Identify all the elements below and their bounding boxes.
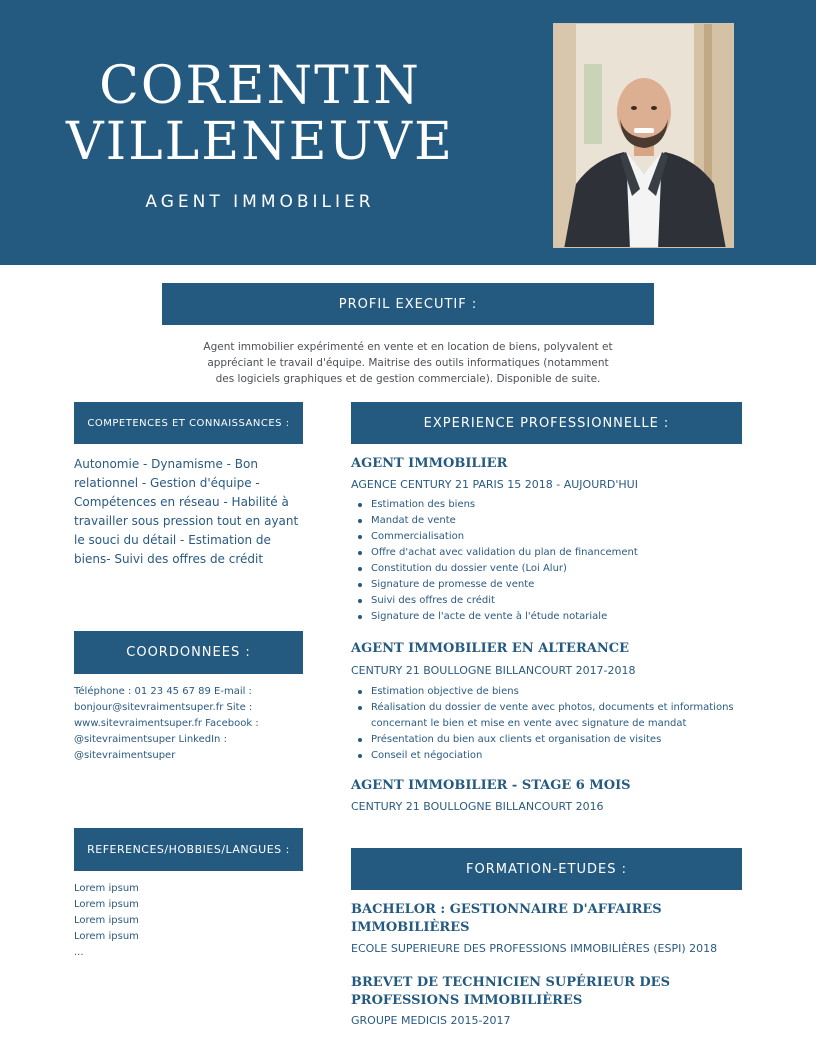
references-heading	[74, 828, 303, 871]
list-item: Estimation objective de biens	[371, 684, 761, 700]
profile-photo	[553, 23, 734, 248]
job-2-title: AGENT IMMOBILIER EN ALTERANCE	[351, 641, 629, 656]
contact-details: Téléphone : 01 23 45 67 89 E-mail : bonjour@sitevraimentsuper.fr Site : www.sitevraimentsuper.fr Facebook : @sitevraimentsuper LinkedIn : @sitevraimentsuper	[74, 686, 259, 761]
skills-text: Autonomie - Dynamisme - Bon relationnel - Gestion d'équipe - Compétences en réseau - Habilité à travailler sous pression tout en ayant le souci du détail - Estimation de biens- Suivi des offres de crédit	[74, 457, 299, 566]
references-list	[74, 881, 274, 961]
list-item: Commercialisation	[371, 529, 761, 545]
list-item: Réalisation du dossier de vente avec photos, documents et informations concernant le bien et mise en vente avec signature de mandat	[371, 700, 761, 732]
education-heading	[351, 848, 742, 890]
portrait-image	[554, 24, 734, 248]
experience-heading-label: EXPERIENCE PROFESSIONNELLE :	[423, 415, 670, 431]
list-item: Signature de promesse de vente	[371, 577, 761, 593]
list-item: Conseil et négociation	[371, 748, 761, 764]
job-2-tasks	[371, 684, 761, 764]
list-item: Constitution du dossier vente (Loi Alur)	[371, 561, 761, 577]
education-2-title: BREVET DE TECHNICIEN SUPÉRIEUR DES PROFESSIONS IMMOBILIÈRES	[351, 975, 670, 1008]
education-1-subtitle: ECOLE SUPERIEURE DES PROFESSIONS IMMOBILIÈRES (ESPI) 2018	[351, 942, 718, 955]
job-1-subtitle: AGENCE CENTURY 21 PARIS 15 2018 - AUJOURD'HUI	[351, 478, 638, 491]
job-1-title: AGENT IMMOBILIER	[351, 456, 508, 471]
list-item: Suivi des offres de crédit	[371, 593, 761, 609]
education-1-title: BACHELOR : GESTIONNAIRE D'AFFAIRES IMMOBILIÈRES	[351, 902, 662, 935]
skills-heading-label: COMPETENCES ET CONNAISSANCES :	[87, 417, 290, 429]
skills-heading	[74, 402, 303, 444]
education-2-subtitle: GROUPE MEDICIS 2015-2017	[351, 1014, 511, 1027]
list-item: Présentation du bien aux clients et organisation de visites	[371, 732, 761, 748]
experience-heading	[351, 402, 742, 444]
last-name: VILLENEUVE	[66, 112, 454, 172]
job-2-subtitle: CENTURY 21 BOULLOGNE BILLANCOURT 2017-2018	[351, 664, 636, 677]
list-item: Estimation des biens	[371, 497, 761, 513]
profile-summary: Agent immobilier expérimenté en vente et en location de biens, polyvalent et appréciant le travail d'équipe. Maitrise des outils informatiques (notamment des logiciels graphiques et de gestion commerciale). Disponible de suite.	[203, 341, 613, 385]
list-item: Signature de l'acte de vente à l'étude notariale	[371, 609, 761, 625]
list-item: Lorem ipsum	[74, 899, 139, 910]
candidate-name	[60, 58, 460, 170]
job-3-subtitle: CENTURY 21 BOULLOGNE BILLANCOURT 2016	[351, 800, 604, 813]
contact-heading-label: COORDONNEES :	[126, 645, 251, 660]
list-item: Lorem ipsum	[74, 883, 139, 894]
list-item: Lorem ipsum	[74, 915, 139, 926]
list-item: Mandat de vente	[371, 513, 761, 529]
profile-heading-label: PROFIL EXECUTIF :	[338, 296, 478, 312]
job-title: AGENT IMMOBILIER	[145, 192, 375, 212]
job-3-title: AGENT IMMOBILIER - STAGE 6 MOIS	[351, 778, 631, 793]
list-item: ...	[74, 947, 84, 958]
contact-heading	[74, 631, 303, 674]
references-heading-label: REFERENCES/HOBBIES/LANGUES :	[87, 843, 290, 856]
first-name: CORENTIN	[99, 56, 421, 116]
list-item: Lorem ipsum	[74, 931, 139, 942]
list-item: Offre d'achat avec validation du plan de financement	[371, 545, 761, 561]
education-heading-label: FORMATION-ETUDES :	[466, 861, 627, 877]
header-banner	[0, 0, 816, 265]
profile-heading	[162, 283, 654, 325]
job-1-tasks	[371, 497, 761, 625]
